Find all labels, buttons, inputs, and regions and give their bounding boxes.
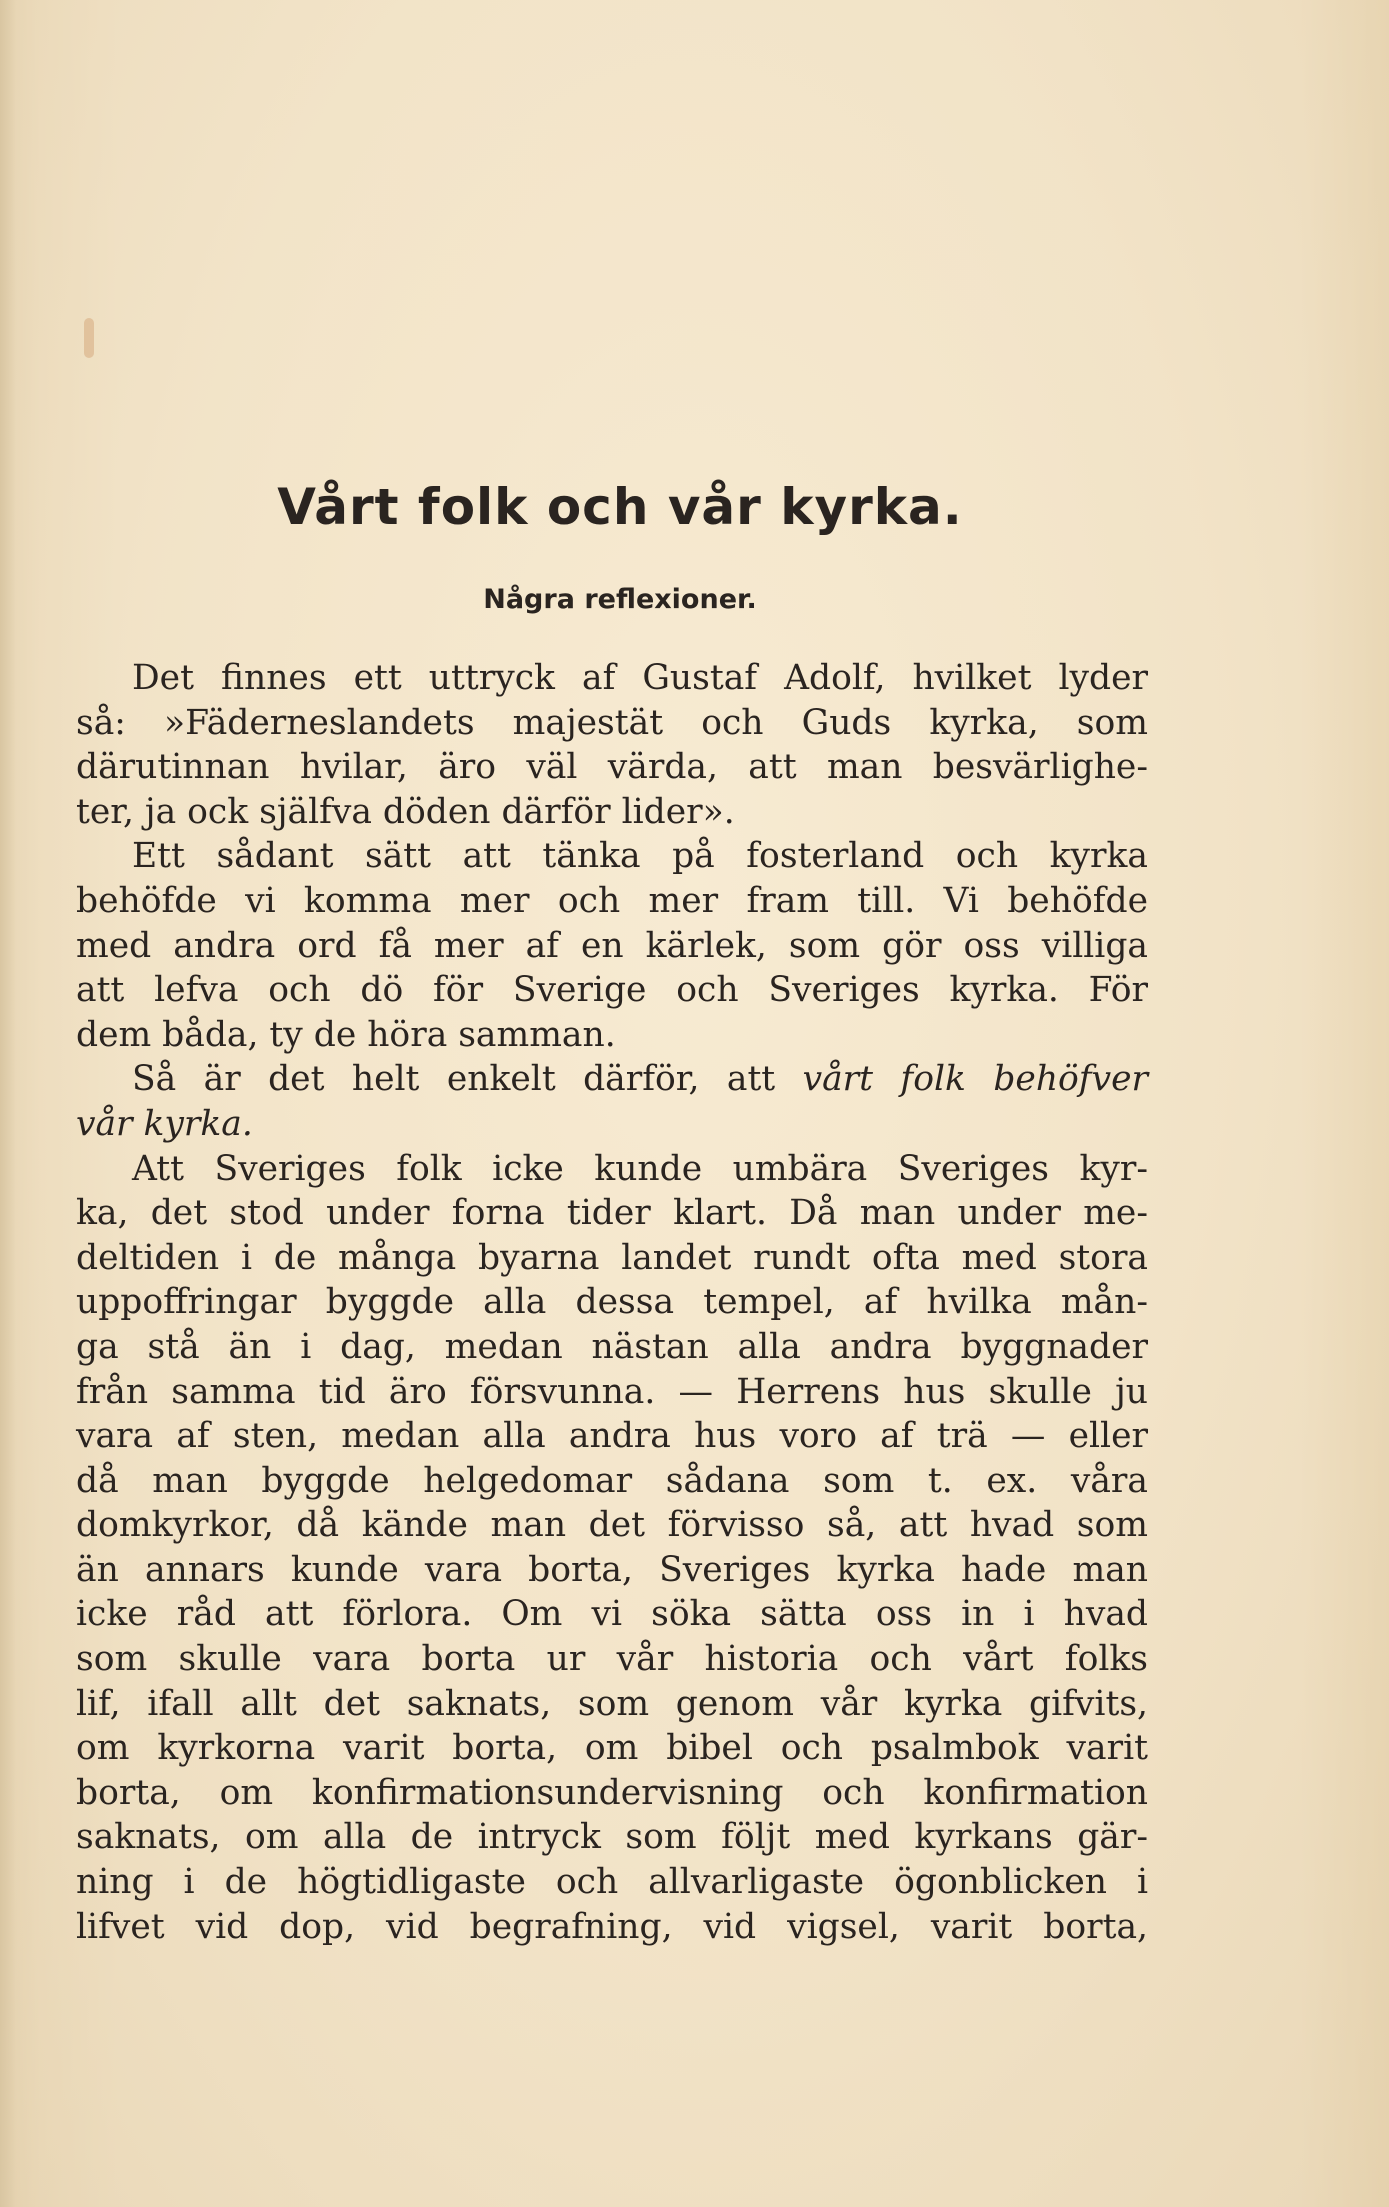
page-subtitle: Några reflexioner.	[483, 584, 757, 615]
text-line: dem båda, ty de höra samman.	[76, 1014, 616, 1055]
paper-stain	[84, 318, 94, 358]
book-spine-shadow	[0, 0, 16, 2207]
text-line: ka, det stod under forna tider klart. Då man under me-	[76, 1193, 1148, 1234]
text-line: med andra ord få mer af en kärlek, som gör oss villiga	[76, 925, 1148, 966]
body-text	[76, 656, 1148, 1949]
text-line: Ett sådant sätt att tänka på fosterland och kyrka	[132, 836, 1148, 877]
text-line: att lefva och dö för Sverige och Sveriges kyrka. För	[76, 970, 1148, 1011]
text-line: om kyrkorna varit borta, om bibel och psalmbok varit	[76, 1728, 1148, 1769]
text-line: Att Sveriges folk icke kunde umbära Sveriges kyr-	[132, 1148, 1148, 1189]
text-line: än annars kunde vara borta, Sveriges kyrka hade man	[76, 1549, 1148, 1590]
text-line: så: »Fäderneslandets majestät och Guds kyrka, som	[76, 702, 1148, 743]
text-line: lif, ifall allt det saknats, som genom vår kyrka gifvits,	[76, 1683, 1148, 1724]
text-line: behöfde vi komma mer och mer fram till. Vi behöfde	[76, 880, 1148, 921]
text-line: från samma tid äro försvunna. — Herrens hus skulle ju	[76, 1371, 1148, 1412]
text-line: vara af sten, medan alla andra hus voro af trä — eller	[76, 1416, 1148, 1457]
text-segment: Så är det helt enkelt därför, att	[132, 1059, 776, 1100]
text-line: Det finnes ett uttryck af Gustaf Adolf, hvilket lyder	[132, 658, 1148, 698]
text-line: ga stå än i dag, medan nästan alla andra byggnader	[76, 1326, 1148, 1367]
text-line: då man byggde helgedomar sådana som t. ex. våra	[76, 1460, 1148, 1501]
text-line: icke råd att förlora. Om vi söka sätta oss in i hvad	[76, 1594, 1148, 1635]
text-line: uppoffringar byggde alla dessa tempel, af hvilka mån-	[76, 1282, 1148, 1323]
text-line: lifvet vid dop, vid begrafning, vid vigsel, varit borta,	[76, 1906, 1148, 1947]
text-line: deltiden i de många byarna landet rundt ofta med stora	[76, 1237, 1148, 1278]
text-line: ter, ja ock själfva döden därför lider».	[76, 791, 735, 832]
text-line: borta, om konfirmationsundervisning och konfirmation	[76, 1772, 1148, 1813]
text-line: ning i de högtidligaste och allvarligaste ögonblicken i	[76, 1862, 1148, 1903]
text-line: som skulle vara borta ur vår historia och vårt folks	[76, 1639, 1148, 1680]
text-line: domkyrkor, då kände man det förvisso så, att hvad som	[76, 1505, 1148, 1546]
text-line: saknats, om alla de intryck som följt med kyrkans gär-	[76, 1817, 1148, 1858]
emphasis-text: vårt folk behöfver	[802, 1059, 1148, 1100]
emphasis-line: vår kyrka.	[76, 1103, 253, 1144]
text-line-mixed	[76, 1057, 1148, 1102]
page-title: Vårt folk och vår kyrka.	[277, 478, 963, 536]
text-line: därutinnan hvilar, äro väl värda, att man besvärlighe-	[76, 747, 1148, 788]
